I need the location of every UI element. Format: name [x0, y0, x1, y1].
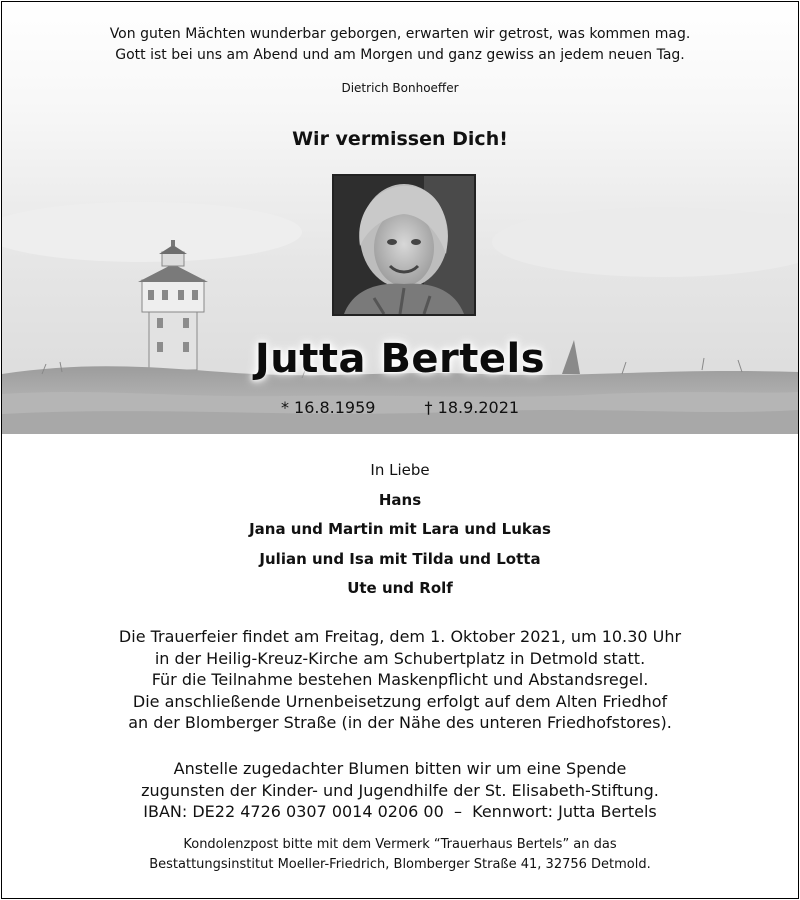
mourners-intro: In Liebe — [370, 461, 430, 479]
ceremony-line: Für die Teilnahme bestehen Maskenpflicht und Abstandsregel. — [151, 670, 649, 689]
donation-line: zugunsten der Kinder- und Jugendhilfe der St. Elisabeth-Stiftung. — [141, 780, 659, 800]
mourner-line: Ute und Rolf — [347, 579, 453, 597]
ceremony-line: Die anschließende Urnenbeisetzung erfolgt auf dem Alten Friedhof — [132, 691, 668, 711]
condolence-line: Kondolenzpost bitte mit dem Vermerk “Trauerhaus Bertels” an das — [183, 837, 617, 852]
obituary-notice — [1, 1, 799, 899]
quote-author: Dietrich Bonhoeffer — [341, 81, 459, 95]
mourner-line: Hans — [378, 490, 422, 509]
donation-info — [2, 758, 798, 823]
donation-line: Anstelle zugedachter Blumen bitten wir um eine Spende — [173, 759, 627, 778]
birth-date: * 16.8.1959 — [280, 398, 376, 417]
condolence-info — [2, 835, 798, 875]
heading-we-miss-you: Wir vermissen Dich! — [292, 128, 508, 150]
portrait-photo — [332, 174, 476, 316]
funeral-service-info — [2, 626, 798, 734]
mourner-line: Julian und Isa mit Tilda und Lotta — [259, 549, 541, 568]
mourners-list — [2, 456, 798, 604]
life-dates — [2, 398, 798, 417]
death-date: † 18.9.2021 — [424, 398, 520, 417]
quote-line-2: Gott ist bei uns am Abend und am Morgen und ganz gewiss an jedem neuen Tag. — [115, 47, 685, 63]
condolence-line: Bestattungsinstitut Moeller-Friedrich, Blomberger Straße 41, 32756 Detmold. — [149, 857, 651, 872]
ceremony-line: Die Trauerfeier findet am Freitag, dem 1. Oktober 2021, um 10.30 Uhr — [118, 627, 682, 646]
ceremony-line: in der Heilig-Kreuz-Kirche am Schubertplatz in Detmold statt. — [154, 648, 646, 668]
ceremony-line: an der Blomberger Straße (in der Nähe des unteren Friedhofstores). — [128, 713, 672, 732]
deceased-name: Jutta Bertels — [254, 336, 546, 382]
quote-block — [2, 24, 798, 66]
donation-iban: IBAN: DE22 4726 0307 0014 0206 00 – Kennwort: Jutta Bertels — [143, 802, 657, 821]
quote-line-1: Von guten Mächten wunderbar geborgen, erwarten wir getrost, was kommen mag. — [109, 26, 691, 42]
mourner-line: Jana und Martin mit Lara und Lukas — [249, 520, 551, 538]
